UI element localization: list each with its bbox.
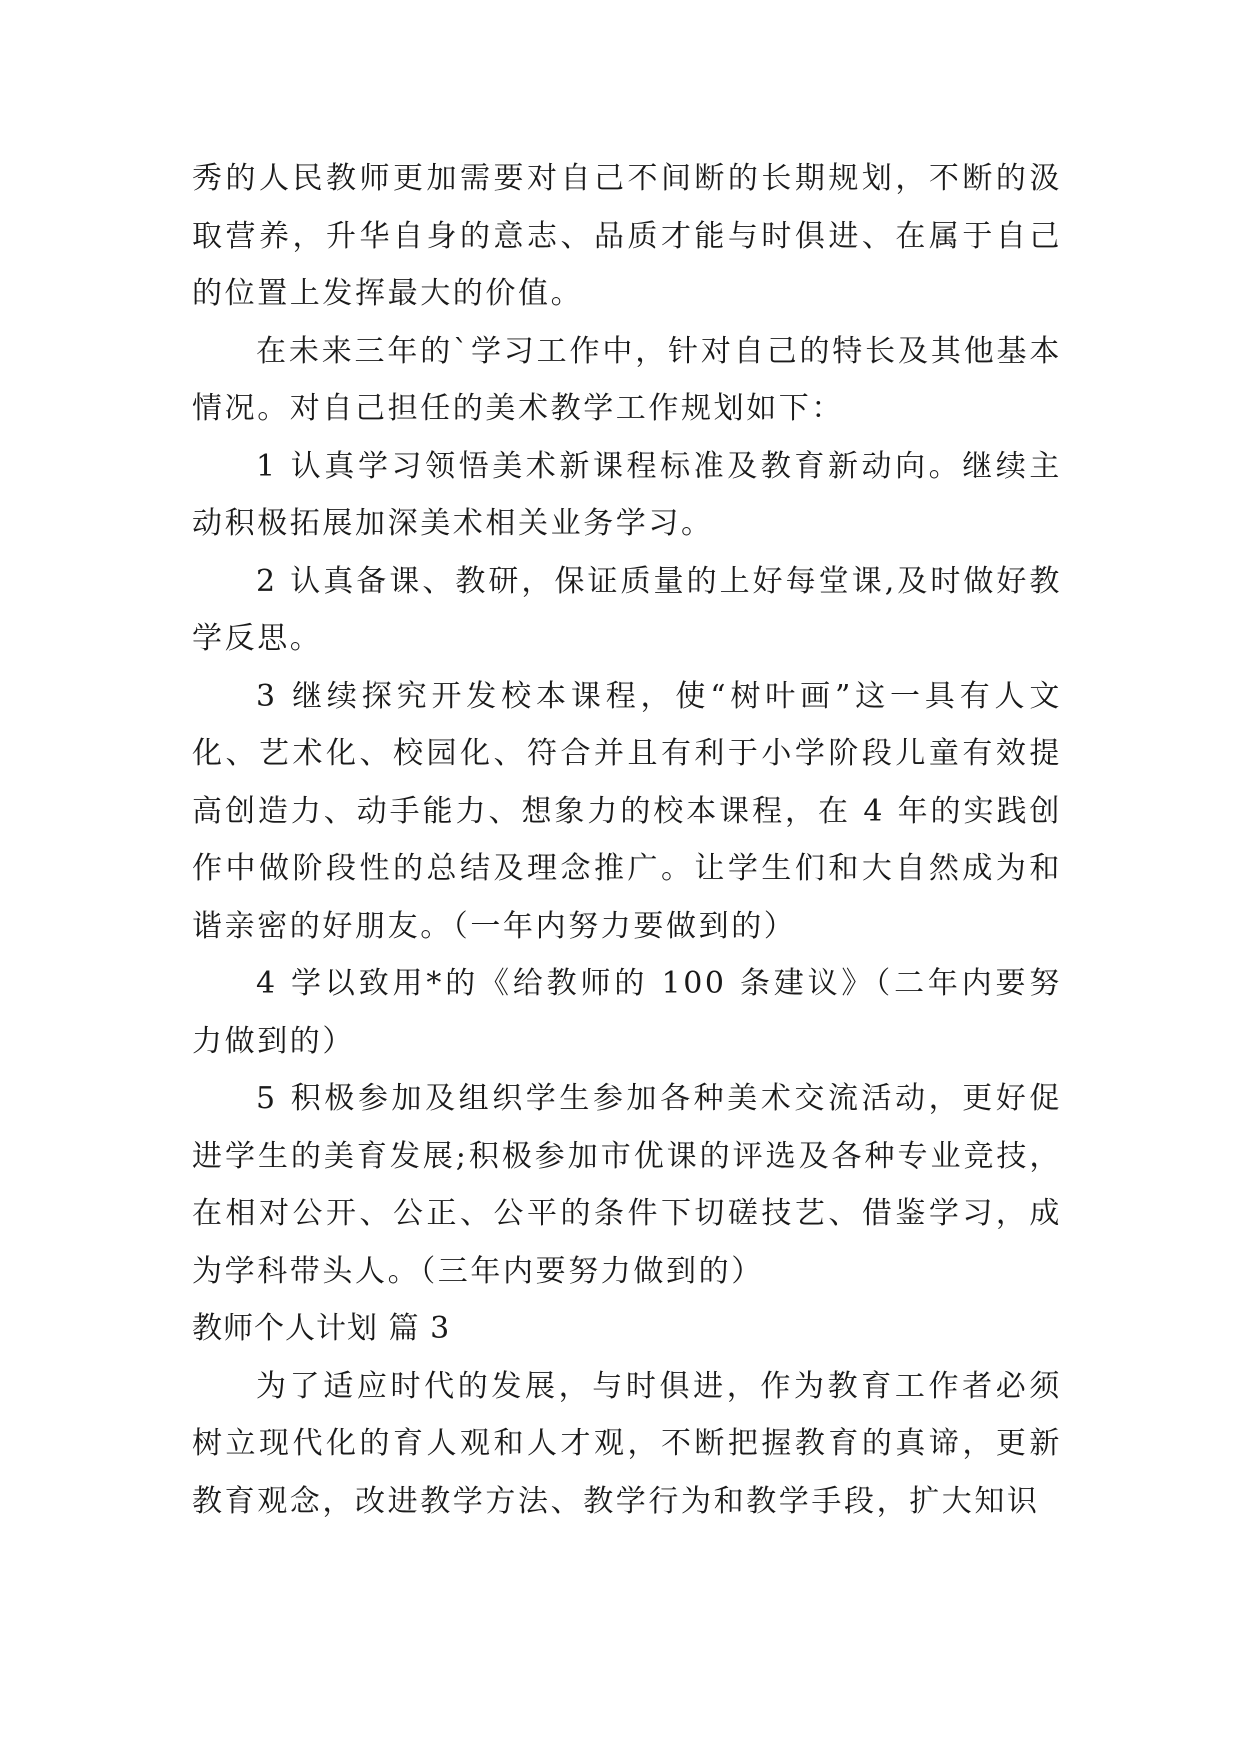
plan-item-1: 1 认真学习领悟美术新课程标准及教育新动向。继续主动积极拓展加深美术相关业务学习。 — [192, 448, 1062, 541]
paragraph-continued: 秀的人民教师更加需要对自己不间断的长期规划，不断的汲取营养，升华自身的意志、品质才能与时俱进、在属于自己的位置上发挥最大的价值。 — [192, 161, 1062, 311]
paragraph-intro: 在未来三年的`学习工作中，针对自己的特长及其他基本情况。对自己担任的美术教学工作规划如下： — [192, 333, 1062, 426]
plan-item-5: 5 积极参加及组织学生参加各种美术交流活动，更好促进学生的美育发展;积极参加市优课的评选及各种专业竞技，在相对公开、公正、公平的条件下切磋技艺、借鉴学习，成为学科带头人。（三年内要努力做到的） — [192, 1081, 1062, 1289]
plan-item-2: 2 认真备课、教研，保证质量的上好每堂课,及时做好教学反思。 — [192, 563, 1062, 656]
plan-item-3: 3 继续探究开发校本课程，使“树叶画”这一具有人文化、艺术化、校园化、符合并且有利于小学阶段儿童有效提高创造力、动手能力、想象力的校本课程，在 4 年的实践创作中做阶段性的总结及理念推广。让学生们和大自然成为和谐亲密的好朋友。（一年内努力要做到的） — [192, 678, 1062, 944]
plan-item-4: 4 学以致用*的《给教师的 100 条建议》（二年内要努力做到的） — [192, 966, 1062, 1059]
section-paragraph: 为了适应时代的发展，与时俱进，作为教育工作者必须树立现代化的育人观和人才观，不断把握教育的真谛，更新教育观念，改进教学方法、教学行为和教学手段，扩大知识 — [192, 1368, 1062, 1519]
section-heading: 教师个人计划 篇 3 — [192, 1311, 451, 1346]
document-body — [192, 150, 1062, 1530]
